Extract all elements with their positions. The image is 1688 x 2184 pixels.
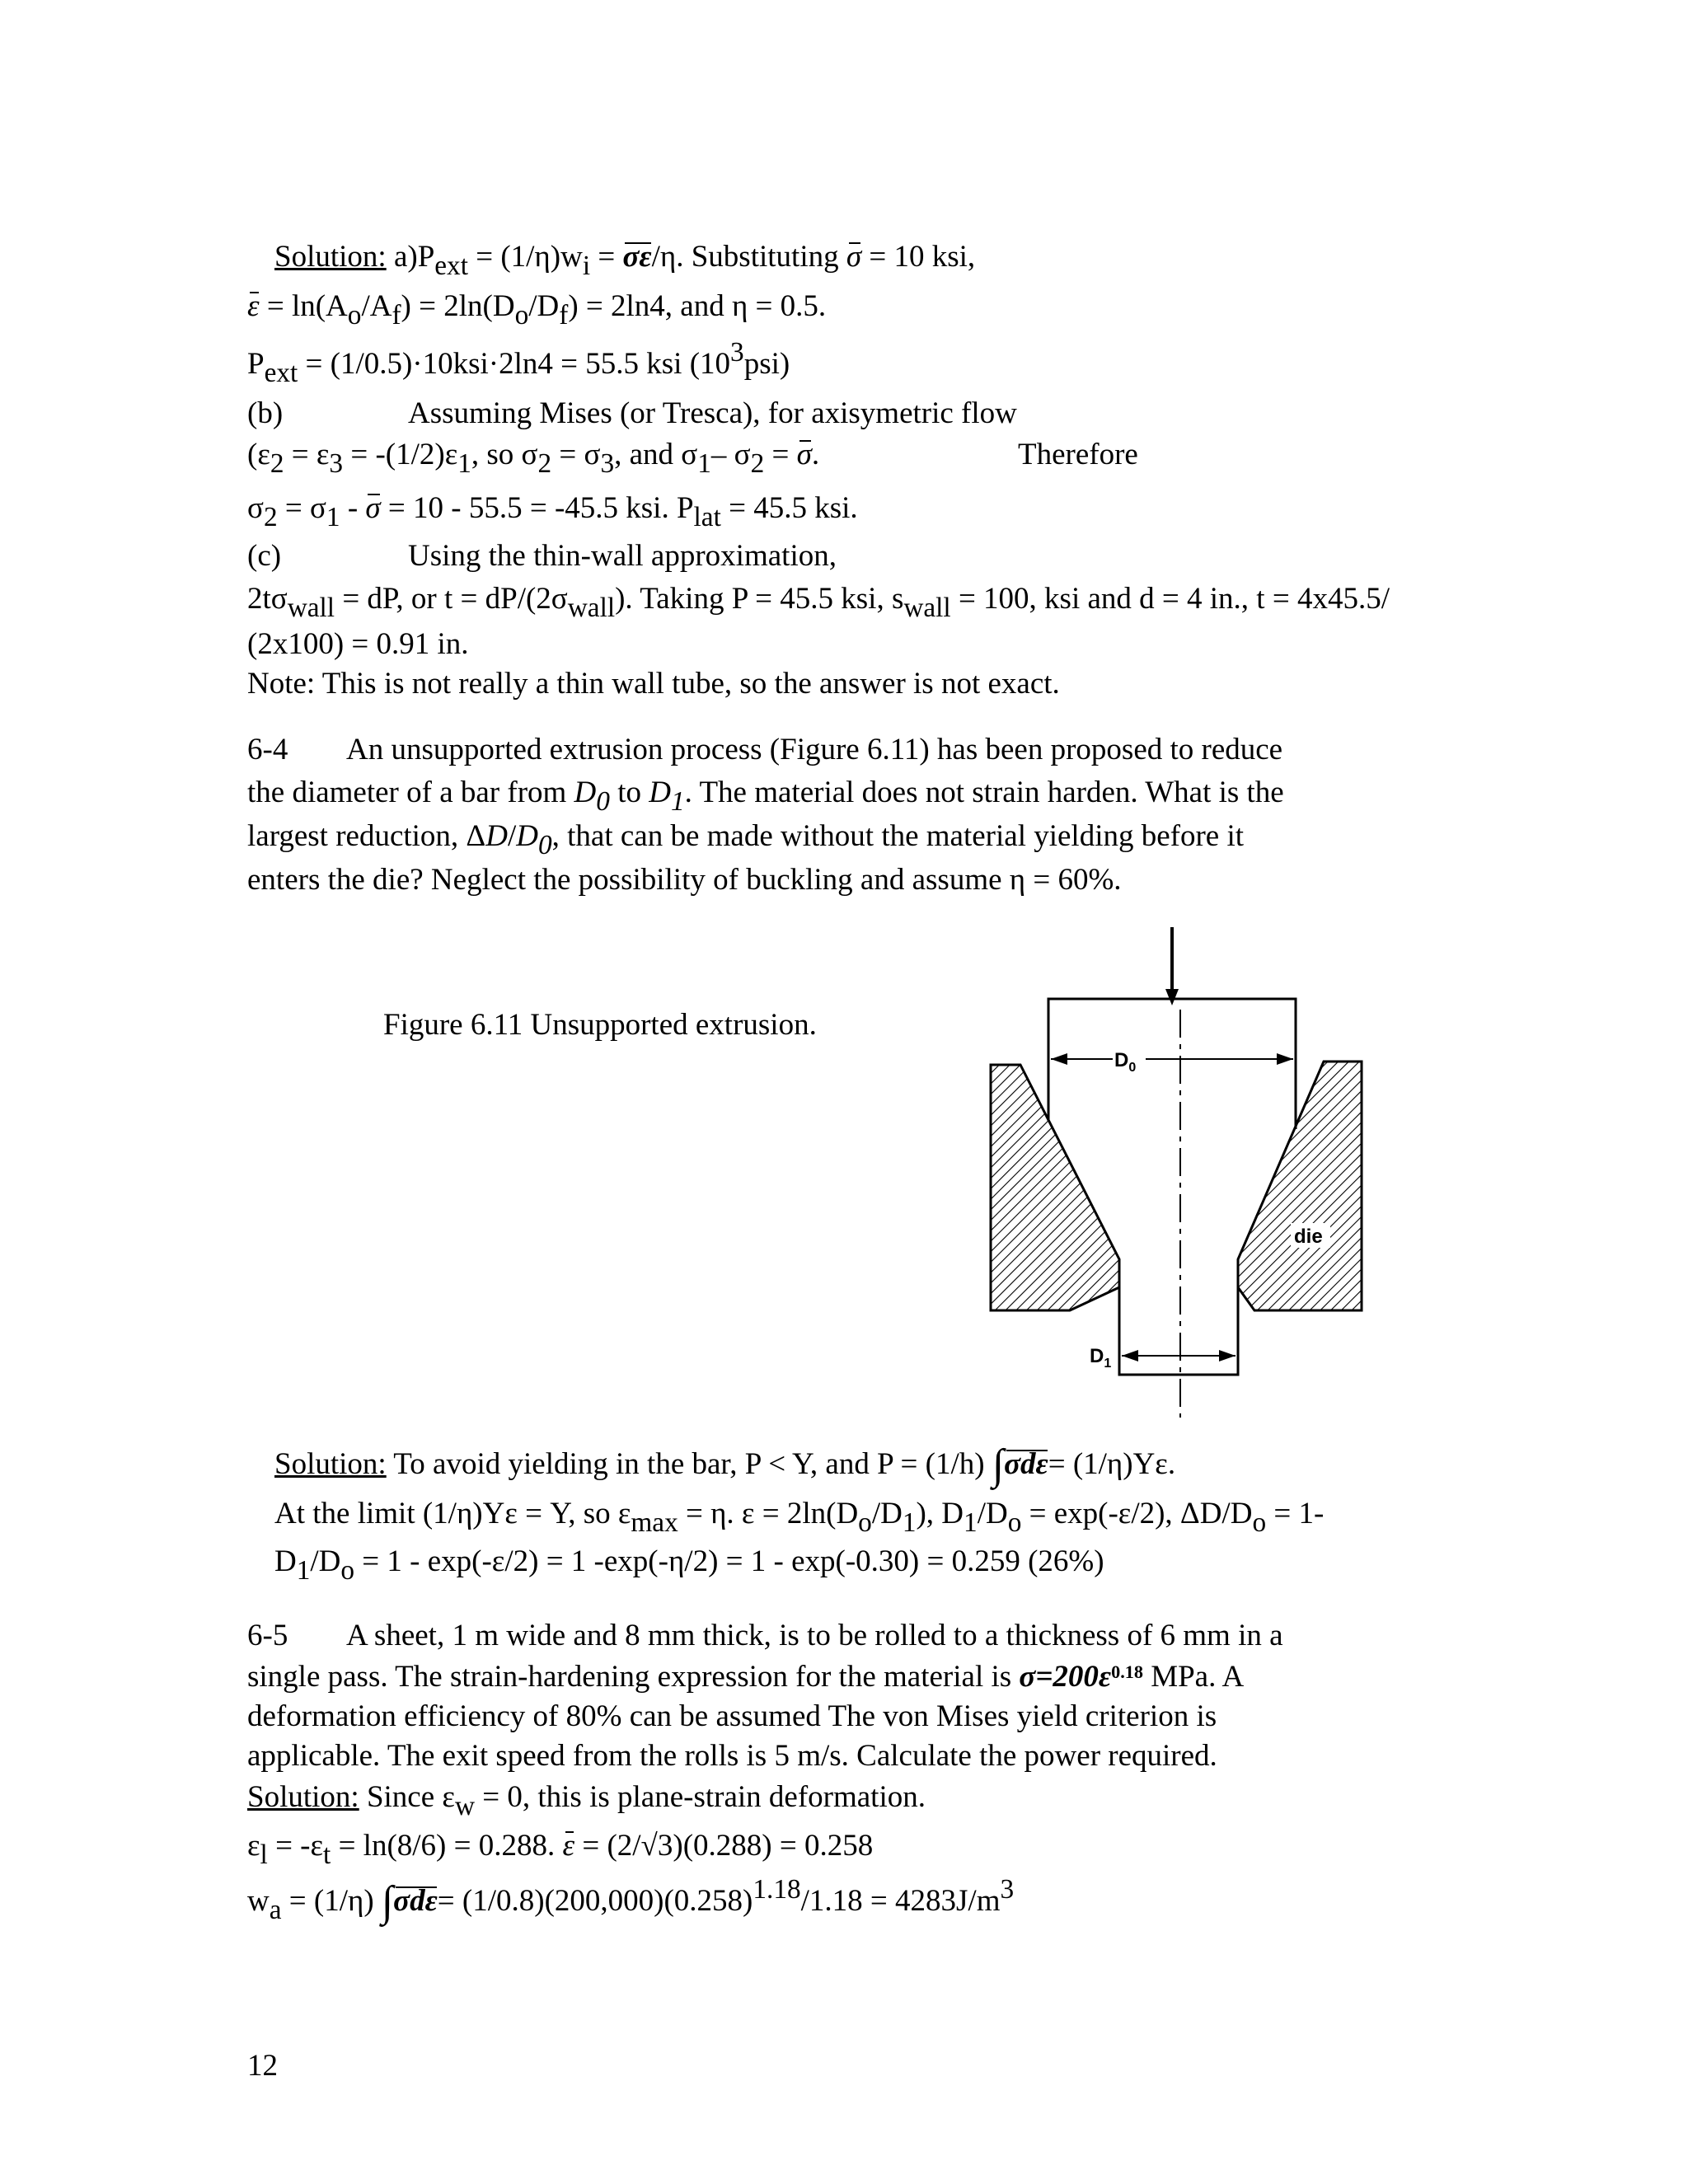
text: /A — [361, 289, 392, 323]
text: /D — [977, 1497, 1008, 1530]
text: D — [485, 819, 508, 853]
sol2-line-2 — [274, 1496, 1325, 1538]
text: = 1 - exp(-ε/2) = 1 -exp(-η/2) = 1 - exp(-0.30) = 0.259 (26%) — [354, 1544, 1104, 1578]
extrusion-diagram — [973, 923, 1401, 1418]
text: = — [590, 240, 623, 274]
d0-sub: 0 — [1128, 1061, 1137, 1075]
text: = (2/√3)(0.288) = 0.258 — [574, 1829, 874, 1863]
subscript: i — [582, 250, 591, 281]
subscript: o — [514, 299, 529, 330]
sigma-d-epsilon: σdε — [393, 1884, 438, 1918]
text: An unsupported extrusion process (Figure 6.11) has been proposed to reduce — [346, 733, 1283, 766]
figure-caption — [383, 1007, 817, 1043]
problem-number — [247, 1618, 288, 1654]
p65-line-2 — [247, 1659, 1244, 1695]
subscript: w — [454, 1790, 475, 1821]
p64-line-4 — [247, 862, 1122, 898]
text: Note: This is not really a thin wall tube, so the answer is not exact. — [247, 667, 1060, 701]
text: , and σ — [614, 438, 698, 471]
text: 2tσ — [247, 582, 288, 616]
subscript: wall — [903, 592, 951, 623]
subscript: 2 — [537, 448, 552, 479]
subscript: o — [340, 1554, 355, 1586]
subscript: 2 — [270, 448, 284, 479]
sol1-line-7 — [247, 538, 281, 574]
text: /D — [528, 289, 560, 323]
text: Since ε — [359, 1780, 455, 1814]
text: , so σ — [471, 438, 538, 471]
sol1-line-2 — [247, 288, 827, 330]
sigma-bar: σ — [365, 491, 381, 525]
die-left — [991, 1065, 1119, 1310]
subscript: 3 — [329, 448, 344, 479]
subscript: 1 — [964, 1507, 978, 1538]
sol1-line-6 — [247, 490, 858, 532]
subscript: max — [631, 1507, 678, 1538]
text: = (1/η)Yε. — [1048, 1447, 1176, 1481]
d1-label — [1090, 1345, 1111, 1371]
text: w — [247, 1884, 270, 1918]
subscript: ext — [264, 357, 298, 388]
text: /1.18 = 4283J/m — [800, 1884, 1001, 1918]
text: largest reduction, Δ — [247, 819, 486, 853]
text: = ln(8/6) = 0.288. — [331, 1829, 563, 1863]
subscript: f — [559, 299, 569, 330]
text: ). Taking P = 45.5 ksi, s — [615, 582, 904, 616]
subscript: 0 — [596, 785, 610, 817]
sol1-therefore — [1018, 437, 1138, 473]
subscript: 1 — [296, 1554, 311, 1586]
subscript: 2 — [263, 501, 278, 532]
subscript: 1 — [670, 785, 685, 817]
text: = — [764, 438, 797, 471]
text: psi) — [743, 347, 790, 381]
text: the diameter of a bar from — [247, 776, 574, 809]
text: - — [340, 491, 366, 525]
p65-line-5 — [247, 1779, 926, 1821]
superscript: 3 — [730, 337, 744, 368]
text: = exp(-ε/2), ΔD/D — [1021, 1497, 1253, 1530]
text: MPa. A — [1142, 1660, 1245, 1694]
sol1-line-1 — [274, 239, 976, 281]
sol1-line-4 — [247, 396, 283, 432]
text: / — [507, 819, 517, 853]
subscript: o — [347, 299, 362, 330]
text: /D — [871, 1497, 903, 1530]
page-number — [247, 2048, 278, 2084]
text: To avoid yielding in the bar, P < Y, and P = (1/h) — [386, 1447, 992, 1481]
solution-label: Solution: — [274, 240, 387, 274]
p64-line-2 — [247, 775, 1284, 817]
text: = -ε — [267, 1829, 324, 1863]
integral-sign: ∫ — [992, 1441, 1005, 1488]
die-label: die — [1294, 1226, 1323, 1248]
text: = 10 ksi, — [861, 240, 976, 274]
text: (ε — [247, 438, 270, 471]
text: A sheet, 1 m wide and 8 mm thick, is to be rolled to a thickness of 6 mm in a — [346, 1619, 1283, 1652]
subscript: o — [1252, 1507, 1267, 1538]
text: = 0, this is plane-strain deformation. — [475, 1780, 926, 1814]
d0-arrow-right — [1277, 1053, 1293, 1065]
text: enters the die? Neglect the possibility of buckling and assume η = 60%. — [247, 863, 1122, 897]
text: single pass. The strain-hardening expression for the material is — [247, 1660, 1020, 1694]
subscript: 1 — [902, 1507, 917, 1538]
epsilon-bar: ε — [562, 1829, 575, 1863]
superscript: 3 — [1000, 1874, 1015, 1905]
text: ε — [247, 1829, 260, 1863]
sol1-line-5 — [247, 437, 820, 479]
text: – σ — [710, 438, 751, 471]
text: = 10 - 55.5 = -45.5 ksi. P — [380, 491, 694, 525]
text: 12 — [247, 2049, 278, 2083]
subscript: t — [323, 1839, 331, 1870]
superscript: 1.18 — [753, 1874, 801, 1905]
integral-sign: ∫ — [381, 1878, 394, 1925]
hardening-equation: σ=200ε — [1019, 1660, 1112, 1694]
subscript: o — [1007, 1507, 1022, 1538]
subscript: a — [269, 1894, 282, 1925]
sol1-line-8 — [247, 581, 1390, 623]
text: ) = 2ln(D — [401, 289, 515, 323]
text: Using the thin-wall approximation, — [408, 539, 837, 573]
text: = 1- — [1266, 1497, 1325, 1530]
text: = dP, or t = dP/(2σ — [335, 582, 568, 616]
text: applicable. The exit speed from the rolls is 5 m/s. Calculate the power required. — [247, 1739, 1217, 1773]
p65-line-6 — [247, 1828, 874, 1870]
text: Assuming Mises (or Tresca), for axisymetric flow — [408, 396, 1017, 430]
text: = (1/0.5)·10ksi·2ln4 = 55.5 ksi (10 — [298, 347, 731, 381]
text: D — [516, 819, 538, 853]
subscript: 3 — [600, 448, 615, 479]
text: = σ — [551, 438, 601, 471]
solution-label: Solution: — [274, 1447, 387, 1481]
sigma-bar: σ — [796, 438, 812, 471]
text: ) = 2ln4, and η = 0.5. — [568, 289, 827, 323]
text: to — [609, 776, 649, 809]
sol1-note — [247, 666, 1060, 702]
text: ), D — [916, 1497, 964, 1530]
text: /η. Substituting — [651, 240, 846, 274]
sigma-bar: σ — [846, 240, 862, 274]
text: D — [649, 776, 671, 809]
billet-outline — [1048, 999, 1296, 1129]
text: 6-4 — [247, 733, 288, 766]
text: D — [574, 776, 597, 809]
text: Therefore — [1018, 438, 1138, 471]
superscript: 0.18 — [1111, 1661, 1143, 1683]
subscript: ext — [434, 250, 468, 281]
text: = (1/η) — [281, 1884, 382, 1918]
subscript: wall — [567, 592, 616, 623]
problem-number — [247, 732, 288, 768]
text: = 45.5 ksi. — [720, 491, 858, 525]
sol2-line-1 — [274, 1441, 1176, 1488]
d1-arrow-left — [1122, 1350, 1138, 1361]
text: = η. ε = 2ln(D — [678, 1497, 859, 1530]
text: = (1/0.8)(200,000)(0.258) — [437, 1884, 753, 1918]
d1-arrow-right — [1219, 1350, 1236, 1361]
text: = σ — [277, 491, 326, 525]
text: D — [274, 1544, 297, 1578]
sol1-line-7-text — [408, 538, 837, 574]
text: , that can be made without the material yielding before it — [551, 819, 1245, 853]
sigma-d-epsilon: σdε — [1004, 1447, 1048, 1481]
text: = 100, ksi and d = 4 in., t = 4x45.5/ — [950, 582, 1390, 616]
p64-line-3 — [247, 818, 1245, 860]
subscript: 1 — [326, 501, 340, 532]
p65-line-3 — [247, 1699, 1217, 1735]
text: . The material does not strain harden. What is the — [684, 776, 1284, 809]
subscript: lat — [693, 501, 721, 532]
text: deformation efficiency of 80% can be assumed The von Mises yield criterion is — [247, 1699, 1217, 1733]
sol1-line-9 — [247, 626, 469, 663]
subscript: o — [858, 1507, 872, 1538]
epsilon-bar: ε — [247, 289, 260, 323]
text: (2x100) = 0.91 in. — [247, 627, 469, 661]
part-label: (c) — [247, 539, 282, 573]
sol1-line-3 — [247, 337, 790, 388]
solution-label: Solution: — [247, 1780, 359, 1814]
text: a)P — [386, 240, 435, 274]
p64-line-1 — [346, 732, 1282, 768]
text: = ε — [284, 438, 330, 471]
text: = (1/η)w — [467, 240, 583, 274]
d1-sub: 1 — [1104, 1357, 1112, 1371]
die-right — [1238, 1062, 1362, 1310]
text: σ — [247, 491, 264, 525]
sol1-line-4-text — [408, 396, 1017, 432]
sol2-line-3 — [274, 1544, 1104, 1586]
text: /D — [310, 1544, 341, 1578]
p65-line-7 — [247, 1874, 1015, 1925]
p65-line-1 — [346, 1618, 1283, 1654]
subscript: wall — [287, 592, 335, 623]
subscript: l — [260, 1839, 268, 1870]
d0-arrow-left — [1051, 1053, 1067, 1065]
subscript: 1 — [697, 448, 711, 479]
text: P — [247, 347, 265, 381]
text: 6-5 — [247, 1619, 288, 1652]
text: = -(1/2)ε — [343, 438, 458, 471]
part-label: (b) — [247, 396, 284, 430]
p65-line-4 — [247, 1738, 1217, 1774]
d0-letter: D — [1114, 1049, 1129, 1071]
subscript: 2 — [750, 448, 765, 479]
text: = ln(A — [259, 289, 348, 323]
d1-letter: D — [1090, 1345, 1104, 1367]
sigma-epsilon-bar: σε — [622, 240, 652, 274]
subscript: 1 — [457, 448, 471, 479]
text: . — [811, 438, 820, 471]
text: Figure 6.11 Unsupported extrusion. — [383, 1008, 817, 1042]
subscript: f — [392, 299, 401, 330]
subscript: 0 — [537, 829, 552, 860]
force-arrow-head — [1165, 989, 1179, 1005]
text: At the limit (1/η)Yε = Y, so ε — [274, 1497, 631, 1530]
